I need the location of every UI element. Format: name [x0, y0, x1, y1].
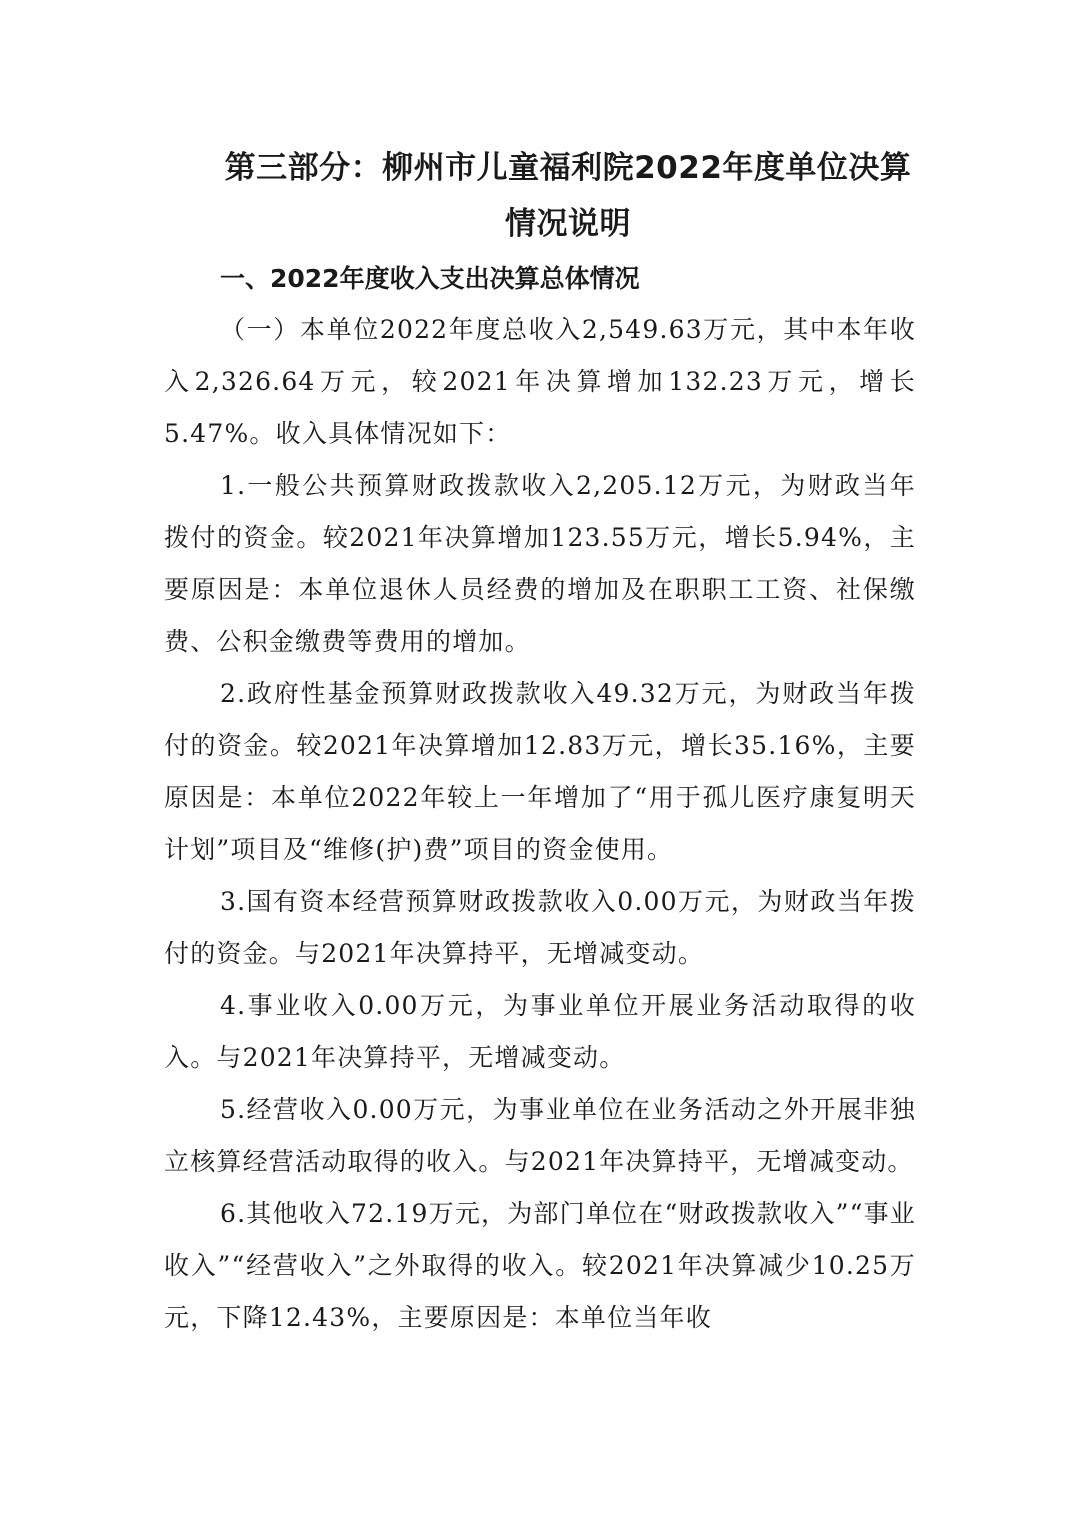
document-body — [164, 140, 916, 1344]
paragraph-business-income: 4.事业收入0.00万元，为事业单位开展业务活动取得的收入。与2021年决算持平，无增减变动。 — [164, 991, 916, 1072]
paragraph-general-budget-income: 1.一般公共预算财政拨款收入2,205.12万元，为财政当年拨付的资金。较2021年决算增加123.55万元，增长5.94%，主要原因是：本单位退休人员经费的增加及在职职工工资、社保缴费、公积金缴费等费用的增加。 — [164, 471, 916, 656]
paragraph-government-fund-income: 2.政府性基金预算财政拨款收入49.32万元，为财政当年拨付的资金。较2021年决算增加12.83万元，增长35.16%，主要原因是：本单位2022年较上一年增加了“用于孤儿医疗康复明天计划”项目及“维修(护)费”项目的资金使用。 — [164, 679, 916, 864]
section-heading-1: 一、2022年度收入支出决算总体情况 — [220, 264, 640, 293]
page-title-line-1: 第三部分：柳州市儿童福利院2022年度单位决算 — [224, 150, 912, 186]
paragraph-state-capital-income: 3.国有资本经营预算财政拨款收入0.00万元，为财政当年拨付的资金。与2021年决算持平，无增减变动。 — [164, 887, 916, 968]
paragraph-other-income: 6.其他收入72.19万元，为部门单位在“财政拨款收入”“事业收入”“经营收入”之外取得的收入。较2021年决算减少10.25万元，下降12.43%，主要原因是：本单位当年收 — [164, 1199, 916, 1332]
page-title — [164, 140, 916, 252]
page-title-line-2: 情况说明 — [505, 206, 631, 242]
paragraph-total-income: （一）本单位2022年度总收入2,549.63万元，其中本年收入2,326.64万元，较2021年决算增加132.23万元，增长5.47%。收入具体情况如下： — [164, 315, 916, 448]
paragraph-operating-income: 5.经营收入0.00万元，为事业单位在业务活动之外开展非独立核算经营活动取得的收入。与2021年决算持平，无增减变动。 — [164, 1095, 916, 1176]
